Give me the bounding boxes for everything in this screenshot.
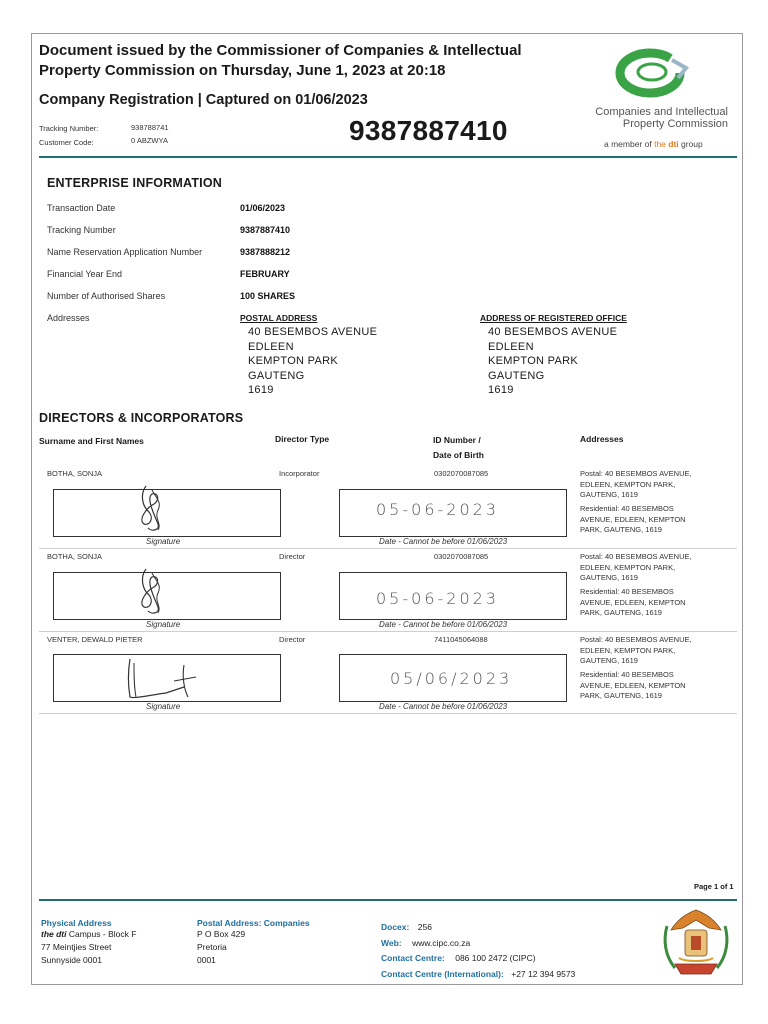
signature-caption: Signature	[146, 702, 181, 711]
ent-label-3: Financial Year End	[47, 269, 123, 279]
date-caption: Date - Cannot be before 01/06/2023	[379, 537, 508, 546]
col-name-header: Surname and First Names	[39, 436, 144, 446]
issued-line-1: Document issued by the Commissioner of Companies & Intellectual	[39, 42, 522, 59]
signature-box[interactable]	[53, 572, 281, 620]
registered-office-heading: ADDRESS OF REGISTERED OFFICE	[480, 313, 627, 323]
tracking-label: Tracking Number:	[39, 124, 99, 133]
issued-title	[39, 41, 579, 81]
directors-heading: DIRECTORS & INCORPORATORS	[39, 411, 244, 425]
footer-rule	[39, 899, 737, 901]
web-link[interactable]: www.cipc.co.za	[412, 937, 471, 948]
director-id: 0302070087085	[434, 469, 489, 478]
director-postal-address: Postal: 40 BESEMBOS AVENUE, EDLEEN, KEMPTON PARK, GAUTENG, 1619	[580, 469, 692, 499]
signature-caption: Signature	[146, 620, 181, 629]
ent-label-0: Transaction Date	[47, 203, 116, 213]
header-rule	[39, 156, 737, 158]
director-type: Director	[279, 635, 306, 644]
ent-value-3: FEBRUARY	[240, 269, 290, 279]
ent-value-4: 100 SHARES	[240, 291, 296, 301]
director-type: Incorporator	[279, 469, 320, 478]
director-postal-address: Postal: 40 BESEMBOS AVENUE, EDLEEN, KEMPTON PARK, GAUTENG, 1619	[580, 552, 692, 582]
row-divider	[39, 548, 737, 549]
director-name: BOTHA, SONJA	[47, 552, 103, 561]
col-type-header: Director Type	[275, 434, 330, 444]
footer-postal-address: Postal Address: Companies P O Box 429 Pretoria 0001	[197, 918, 310, 965]
cipc-logo-icon	[612, 46, 694, 98]
signature-box[interactable]	[53, 489, 281, 537]
date-caption: Date - Cannot be before 01/06/2023	[379, 702, 508, 711]
coat-of-arms-icon	[655, 906, 737, 980]
signature-box[interactable]	[53, 654, 281, 702]
page-indicator: Page 1 of 1	[694, 882, 734, 891]
signature-scribble-icon	[54, 655, 282, 703]
signature-scribble-icon	[54, 567, 282, 615]
director-residential-address: Residential: 40 BESEMBOS AVENUE, EDLEEN, KEMPTON PARK, GAUTENG, 1619	[580, 587, 686, 617]
footer-contact-block: Docex: 256 Web: www.cipc.co.za Contact Centre: 086 100 2472 (CIPC) Contact Centre (International): +27 12 394 9573	[381, 922, 576, 979]
director-type: Director	[279, 552, 306, 561]
signature-caption: Signature	[146, 537, 181, 546]
issued-line-2: Property Commission on Thursday, June 1, 2023 at 20:18	[39, 62, 446, 79]
big-tracking-number: 9387887410	[349, 115, 508, 146]
col-id-header: ID Number / Date of Birth	[433, 435, 484, 460]
date-caption: Date - Cannot be before 01/06/2023	[379, 620, 508, 629]
enterprise-heading: ENTERPRISE INFORMATION	[47, 176, 223, 190]
footer-physical-address: Physical Address the dti Campus - Block F 77 Meintjies Street Sunnyside 0001	[41, 918, 137, 965]
addresses-label: Addresses	[47, 313, 90, 323]
ent-value-2: 9387888212	[240, 247, 291, 257]
director-residential-address: Residential: 40 BESEMBOS AVENUE, EDLEEN, KEMPTON PARK, GAUTENG, 1619	[580, 670, 686, 700]
cipc-logo-text	[560, 106, 728, 130]
ent-value-0: 01/06/2023	[240, 203, 286, 213]
handwritten-date: 05-06-2023	[376, 500, 499, 519]
logo-member-line: a member of the dti group	[604, 139, 703, 149]
date-box[interactable]	[339, 489, 567, 537]
ent-value-1: 9387887410	[240, 225, 291, 235]
date-box[interactable]	[339, 654, 567, 702]
director-name: VENTER, DEWALD PIETER	[47, 635, 143, 644]
ent-label-2: Name Reservation Application Number	[47, 247, 203, 257]
tracking-value: 938788741	[131, 123, 169, 132]
handwritten-date: 05/06/2023	[390, 669, 513, 688]
row-divider	[39, 713, 737, 714]
director-id: 0302070087085	[434, 552, 489, 561]
handwritten-date: 05-06-2023	[376, 589, 499, 608]
logo-line-2: Property Commission	[622, 118, 728, 130]
director-id: 7411045064088	[434, 635, 488, 644]
postal-address-block: 40 BESEMBOS AVENUE EDLEEN KEMPTON PARK GAUTENG 1619	[248, 326, 378, 396]
customer-label: Customer Code:	[39, 138, 94, 147]
postal-heading: Postal Address: Companies	[197, 918, 310, 928]
customer-value: 0 ABZWYA	[131, 136, 168, 145]
row-divider	[39, 631, 737, 632]
signature-scribble-icon	[54, 484, 282, 532]
logo-line-1: Companies and Intellectual	[595, 106, 728, 118]
ent-label-1: Tracking Number	[47, 225, 116, 235]
director-postal-address: Postal: 40 BESEMBOS AVENUE, EDLEEN, KEMPTON PARK, GAUTENG, 1619	[580, 635, 692, 665]
postal-address-heading: POSTAL ADDRESS	[240, 313, 318, 323]
registered-address-block: 40 BESEMBOS AVENUE EDLEEN KEMPTON PARK GAUTENG 1619	[488, 326, 618, 396]
director-name: BOTHA, SONJA	[47, 469, 103, 478]
date-box[interactable]	[339, 572, 567, 620]
col-addresses-header: Addresses	[580, 434, 624, 444]
ent-label-4: Number of Authorised Shares	[47, 291, 166, 301]
director-residential-address: Residential: 40 BESEMBOS AVENUE, EDLEEN, KEMPTON PARK, GAUTENG, 1619	[580, 504, 686, 534]
registration-line: Company Registration | Captured on 01/06/2023	[39, 92, 368, 108]
physical-heading: Physical Address	[41, 918, 112, 928]
